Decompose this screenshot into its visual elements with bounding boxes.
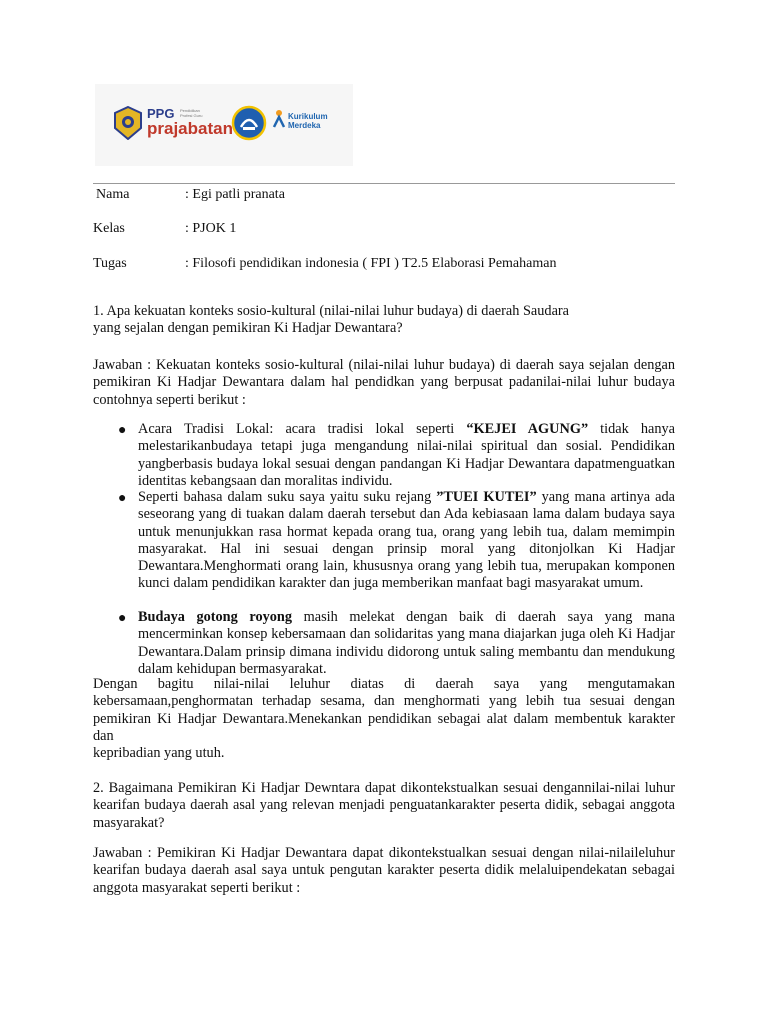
answer-1-closing-end: kepribadian yang utuh. — [93, 745, 225, 761]
list-item: Seperti bahasa dalam suku saya yaitu suku rejang ”TUEI KUTEI” yang mana artinya ada seseorang yang di tuakan dalam daerah tersebut dan Ada kebiasaan lama dalam budaya saya untuk menunjukkan rasa hormat kepada orang tua, orang yang lebih tua, dalam memimpin masyarakat. Hal ini sesuai dengan prinsip moral yang ditonjolkan Ki Hadjar Dewantara.Menghormati orang lain, khususnya orang yang lebih tua, merupakan komponen kunci dalam pendidikan karakter dan juga memberikan manfaat bagi masyarakat umum. — [138, 489, 675, 592]
kurikulum-merdeka-wordmark: Kurikulum Merdeka — [288, 112, 328, 130]
question-2: 2. Bagaimana Pemikiran Ki Hadjar Dewntara dapat dikontekstualkan sesuai dengannilai-nilai luhur kearifan budaya daerah asal yang relevan menjadi penguatankarakter peserta didik, sebagai anggota masyarakat? — [93, 780, 675, 831]
nama-value: : Egi patli pranata — [185, 187, 285, 202]
tut-wuri-handayani-icon — [231, 105, 267, 141]
list-item: Acara Tradisi Lokal: acara tradisi lokal seperti “KEJEI AGUNG” tidak hanya melestarikanbudaya tetapi juga mengandung nilai-nilai spiritual dan sosial. Pendidikan yangberbasis budaya lokal sesuai dengan pandangan Ki Hadjar Dewantara dapatmenguatkan identitas kebangsaan dan moralitas individu. — [138, 421, 675, 489]
list-item: Budaya gotong royong masih melekat dengan baik di daerah saya yang mana mencerminkan konsep kebersamaan dan solidaritas yang mana diajarkan juga oleh Ki Hadjar Dewantara.Dalam prinsip dimana individu didorong untuk saling membantu dan mendukung dalam kehidupan bermasyarakat. — [138, 609, 675, 677]
bullet-icon: ● — [118, 491, 127, 506]
ppg-emblem-icon — [113, 106, 143, 140]
ppg-wordmark: PPG — [147, 106, 175, 121]
question-1: 1. Apa kekuatan konteks sosio-kultural (nilai-nilai luhur budaya) di daerah Saudara yang sejalan dengan pemikiran Ki Hadjar Dewantara? — [93, 303, 570, 337]
bullet-icon: ● — [118, 423, 127, 438]
nama-label: Nama — [96, 187, 130, 202]
answer-1-closing: Dengan bagitu nilai-nilai leluhur diatas di daerah saya yang mengutamakan kebersamaan,penghormatan terhadap sesama, dan menghormati yang lebih tua sesuai dengan pemikiran Ki Hadjar Dewantara.Menekankan pendidikan sebagai alat dalam membentuk karakter dan — [93, 676, 675, 744]
kurikulum-merdeka-icon — [272, 109, 286, 129]
kelas-label: Kelas — [93, 221, 125, 236]
answer-2: Jawaban : Pemikiran Ki Hadjar Dewantara dapat dikontekstualkan sesuai dengan nilai-nilaileluhur kearifan budaya daerah asal saya untuk pengutan karakter peserta didik melaluipendekatan sebagai anggota masyarakat seperti berikut : — [93, 845, 675, 896]
answer-1-intro: Jawaban : Kekuatan konteks sosio-kultural (nilai-nilai luhur budaya) di daerah saya sejalan dengan pemikiran Ki Hadjar Dewantara dalam hal pendidkan yang berpusat padanilai-nilai luhur budaya contohnya seperti berikut : — [93, 357, 675, 408]
kelas-value: : PJOK 1 — [185, 221, 237, 236]
tugas-label: Tugas — [93, 256, 127, 271]
prajabatan-wordmark: prajabatan — [147, 119, 233, 138]
bullet-icon: ● — [118, 611, 127, 626]
logo-banner — [95, 84, 353, 166]
ppg-tagline: Pendidikan Profesi Guru — [180, 108, 203, 118]
header-divider — [93, 183, 675, 184]
tugas-value: : Filosofi pendidikan indonesia ( FPI ) T2.5 Elaborasi Pemahaman — [185, 256, 557, 271]
